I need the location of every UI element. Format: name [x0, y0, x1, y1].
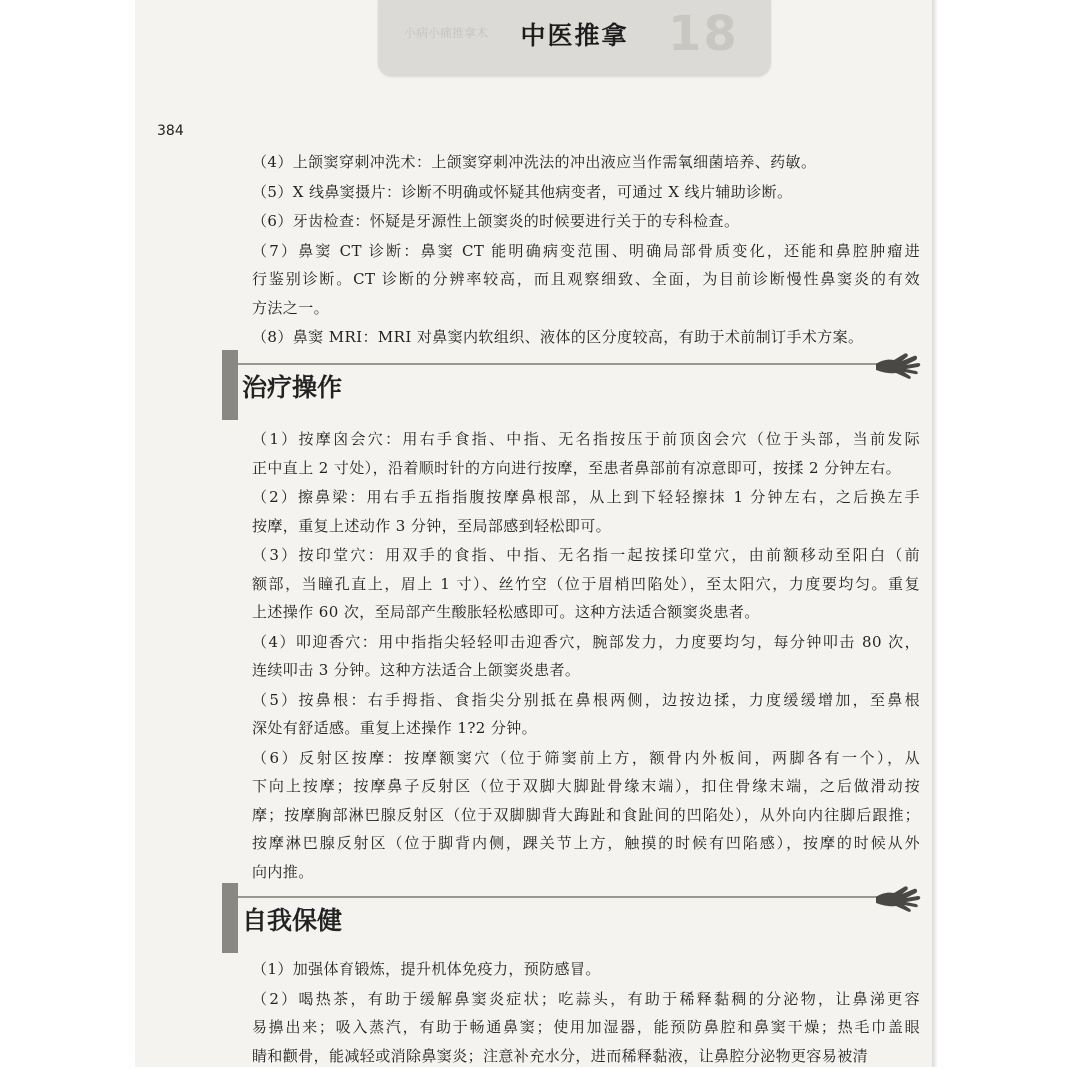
text-line: （1）加强体育锻炼，提升机体免疫力，预防感冒。	[222, 955, 920, 984]
text-line: 方法之一。	[222, 294, 920, 323]
text-line: （2）擦鼻梁：用右手五指指腹按摩鼻根部，从上到下轻轻擦抹 1 分钟左右，之后换左手	[222, 483, 920, 512]
pointing-hand-icon	[874, 346, 922, 380]
text-line: （5）按鼻根：右手拇指、食指尖分别抵在鼻根两侧，边按边揉，力度缓缓增加，至鼻根	[222, 686, 920, 715]
section-rule	[238, 896, 893, 898]
paragraph	[222, 323, 920, 352]
paragraph	[222, 207, 920, 236]
text-line: 深处有舒适感。重复上述操作 1?2 分钟。	[222, 714, 920, 743]
text-line: 易擤出来；吸入蒸汽，有助于畅通鼻窦；使用加湿器，能预防鼻腔和鼻窦干燥；热毛巾盖眼	[222, 1013, 920, 1042]
paragraph	[222, 483, 920, 540]
section-title: 治疗操作	[242, 368, 342, 404]
section-bar	[222, 883, 238, 953]
text-line: （4）上颌窦穿刺冲洗术：上颌窦穿刺冲洗法的冲出液应当作需氧细菌培养、药敏。	[222, 148, 920, 177]
paragraph	[222, 178, 920, 207]
text-line: （1）按摩囟会穴：用右手食指、中指、无名指按压于前顶囟会穴（位于头部，当前发际	[222, 425, 920, 454]
page-number: 384	[157, 123, 184, 139]
text-line: 睛和颧骨，能减轻或消除鼻窦炎；注意补充水分，进而稀释黏液，让鼻腔分泌物更容易被清	[222, 1042, 920, 1070]
text-line: 下向上按摩；按摩鼻子反射区（位于双脚大脚趾骨缘末端），扣住骨缘末端，之后做滑动按	[222, 772, 920, 801]
pointing-hand-icon	[874, 879, 922, 913]
text-line: （6）反射区按摩：按摩额窦穴（位于筛窦前上方，额骨内外板间，两脚各有一个），从	[222, 744, 920, 773]
section-heading	[222, 883, 922, 953]
text-line: 行鉴别诊断。CT 诊断的分辨率较高，而且观察细致、全面，为目前诊断慢性鼻窦炎的有效	[222, 265, 920, 294]
text-line: 上述操作 60 次，至局部产生酸胀轻松感即可。这种方法适合额窦炎患者。	[222, 598, 920, 627]
paragraph	[222, 148, 920, 177]
paragraph	[222, 628, 920, 685]
paragraph	[222, 541, 920, 627]
section-heading	[222, 350, 922, 420]
text-line: 按摩，重复上述动作 3 分钟，至局部感到轻松即可。	[222, 512, 920, 541]
text-line: 正中直上 2 寸处），沿着顺时针的方向进行按摩，至患者鼻部前有凉意即可，按揉 2 分钟左右。	[222, 454, 920, 483]
text-line: （3）按印堂穴：用双手的食指、中指、无名指一起按揉印堂穴，由前额移动至阳白（前	[222, 541, 920, 570]
header-ghost-text: 小病小痛推拿术	[404, 24, 488, 41]
section-title: 自我保健	[242, 901, 342, 937]
text-line: （5）X 线鼻窦摄片：诊断不明确或怀疑其他病变者，可通过 X 线片辅助诊断。	[222, 178, 920, 207]
text-line: 额部，当瞳孔直上，眉上 1 寸）、丝竹空（位于眉梢凹陷处），至太阳穴，力度要均匀。重复	[222, 570, 920, 599]
page-edge	[932, 0, 938, 1067]
paragraph	[222, 955, 920, 984]
text-line: （6）牙齿检查：怀疑是牙源性上颌窦炎的时候要进行关于的专科检查。	[222, 207, 920, 236]
text-line: 按摩淋巴腺反射区（位于脚背内侧，踝关节上方，触摸的时候有凹陷感），按摩的时候从外	[222, 829, 920, 858]
text-line: （4）叩迎香穴：用中指指尖轻轻叩击迎香穴，腕部发力，力度要均匀，每分钟叩击 80 次，	[222, 628, 920, 657]
paragraph	[222, 686, 920, 743]
section-bar	[222, 350, 238, 420]
text-line: （8）鼻窦 MRI：MRI 对鼻窦内软组织、液体的区分度较高，有助于术前制订手术方案。	[222, 323, 920, 352]
paragraph	[222, 744, 920, 887]
paragraph	[222, 985, 920, 1070]
paragraph	[222, 237, 920, 323]
paragraph	[222, 425, 920, 482]
text-line: 连续叩击 3 分钟。这种方法适合上颌窦炎患者。	[222, 656, 920, 685]
section-rule	[238, 363, 893, 365]
text-line: 向内推。	[222, 858, 920, 887]
text-line: 摩；按摩胸部淋巴腺反射区（位于双脚脚背大踇趾和食趾间的凹陷处），从外向内往脚后跟推；	[222, 801, 920, 830]
chapter-title: 中医推拿	[378, 16, 771, 52]
text-line: （7）鼻窦 CT 诊断：鼻窦 CT 能明确病变范围、明确局部骨质变化，还能和鼻腔肿瘤进	[222, 237, 920, 266]
text-line: （2）喝热茶，有助于缓解鼻窦炎症状；吃蒜头，有助于稀释黏稠的分泌物，让鼻涕更容	[222, 985, 920, 1014]
chapter-header-tab	[378, 0, 771, 76]
header-ghost-number: 18	[668, 6, 739, 62]
